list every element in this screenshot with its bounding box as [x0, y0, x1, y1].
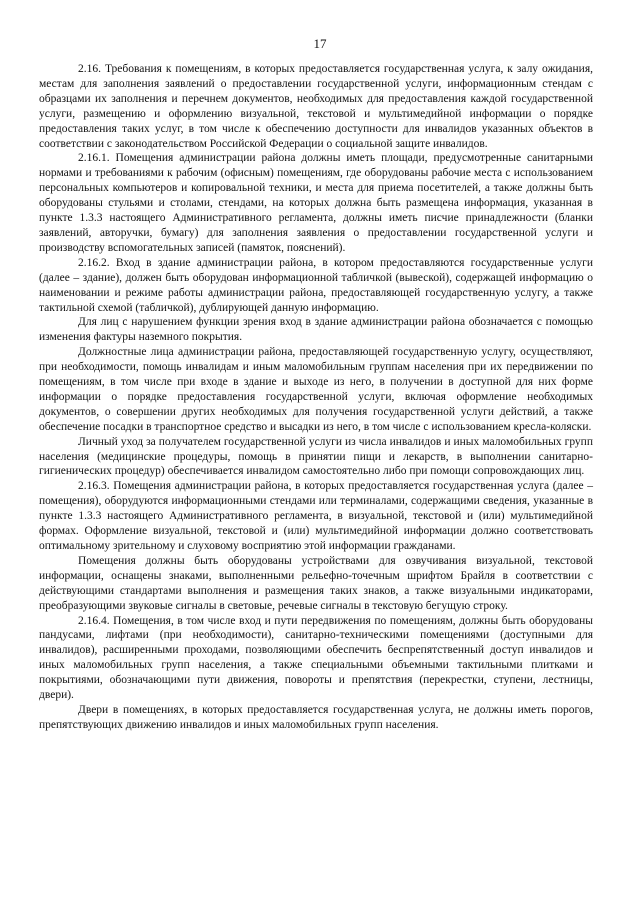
- paragraph-2-16: 2.16. Требования к помещениям, в которых предоставляется государственная услуга, к залу ожидания, местам для заполнения заявлений о предоставлении государственной услуги, информационным стендам с образцами их заполнения и перечнем документов, необходимых для предоставления каждой государственной услуги, размещению и оформлению визуальной, текстовой и мультимедийной информации о порядке предоставления таких услуг, в том числе к обеспечению доступности для инвалидов указанных объектов в соответствии с законодательством Российской Федерации о социальной защите инвалидов.: [39, 63, 593, 150]
- paragraph-officials-assistance: Должностные лица администрации района, предоставляющей государственную услугу, осуществляют, при необходимости, помощь инвалидам и иным маломобильным группам населения при их передвижении по помещениям, в том числе при входе в здание и выходе из него, в получении в доступной для них форме информации о порядке предоставления государственной услуги, включая оформление необходимых документов, о совершении других необходимых для получения государственной услуги действий, а также обеспечение посадки в транспортное средство и высадки из него, в том числе с использованием кресла-коляски.: [39, 346, 593, 433]
- paragraph-2-16-1: 2.16.1. Помещения администрации района должны иметь площади, предусмотренные санитарными нормами и требованиями к рабочим (офисным) помещениям, где оборудованы рабочие места с использованием персональных компьютеров и копировальной техники, и места для приема посетителей, а также должны быть оборудованы стульями и столами, стендами, на которых должна быть размещена информация, указанная в пункте 1.3.3 настоящего Административного регламента, должны иметь писчие принадлежности (бланки заявлений, авторучки, бумагу) для заполнения заявления о предоставлении государственной услуги и производству вспомогательных записей (памяток, пояснений).: [39, 152, 593, 254]
- paragraph-personal-care: Личный уход за получателем государственной услуги из числа инвалидов и иных маломобильных групп населения (медицинские процедуры, помощь в принятии пищи и лекарств, в выполнении санитарно-гигиенических процедур) обеспечивается инвалидом самостоятельно либо при помощи сопровождающих лиц.: [39, 435, 593, 478]
- paragraph-2-16-4: 2.16.4. Помещения, в том числе вход и пути передвижения по помещениям, должны быть оборудованы пандусами, лифтами (при необходимости), санитарно-техническими помещениями (доступными для инвалидов), расширенными проходами, позволяющими обеспечить беспрепятственный доступ инвалидов и иных маломобильных групп населения, а также специальными объемными тактильными плитками и покрытиями, обозначающими пути движения, повороты и препятствия (перекрестки, ступени, лестницы, двери).: [39, 614, 593, 702]
- document-body: [39, 62, 593, 733]
- page-number: 17: [313, 36, 327, 51]
- paragraph-2-16-2: 2.16.2. Вход в здание администрации района, в котором предоставляются государственные услуги (далее – здание), должен быть оборудован информационной табличкой (вывеской), содержащей информацию о наименовании и режиме работы администрации района, предоставляющей государственную услугу, а также тактильной схемой (табличкой), дублирующей данную информацию.: [39, 256, 593, 314]
- paragraph-premises-devices: Помещения должны быть оборудованы устройствами для озвучивания визуальной, текстовой информации, оснащены знаками, выполненными рельефно-точечным шрифтом Брайля в соответствии с действующими стандартами выполнения и размещения таких знаков, а также визуальными индикаторами, преобразующими звуковые сигналы в световые, речевые сигналы в текстовую бегущую строку.: [39, 554, 593, 612]
- paragraph-vision-impaired-entrance: Для лиц с нарушением функции зрения вход в здание администрации района обозначается с помощью изменения фактуры наземного покрытия.: [39, 316, 593, 344]
- paragraph-doors-thresholds: Двери в помещениях, в которых предоставляется государственная услуга, не должны иметь порогов, препятствующих движению инвалидов и иных маломобильных групп населения.: [39, 703, 593, 731]
- paragraph-2-16-3: 2.16.3. Помещения администрации района, в которых предоставляется государственная услуга (далее – помещения), оборудуются информационными стендами или терминалами, содержащими сведения, указанные в пункте 1.3.3 настоящего Административного регламента, в визуальной, текстовой и (или) мультимедийной формах. Оформление визуальной, текстовой и (или) мультимедийной информации должно соответствовать оптимальному зрительному и слуховому восприятию этой информации гражданами.: [39, 480, 593, 552]
